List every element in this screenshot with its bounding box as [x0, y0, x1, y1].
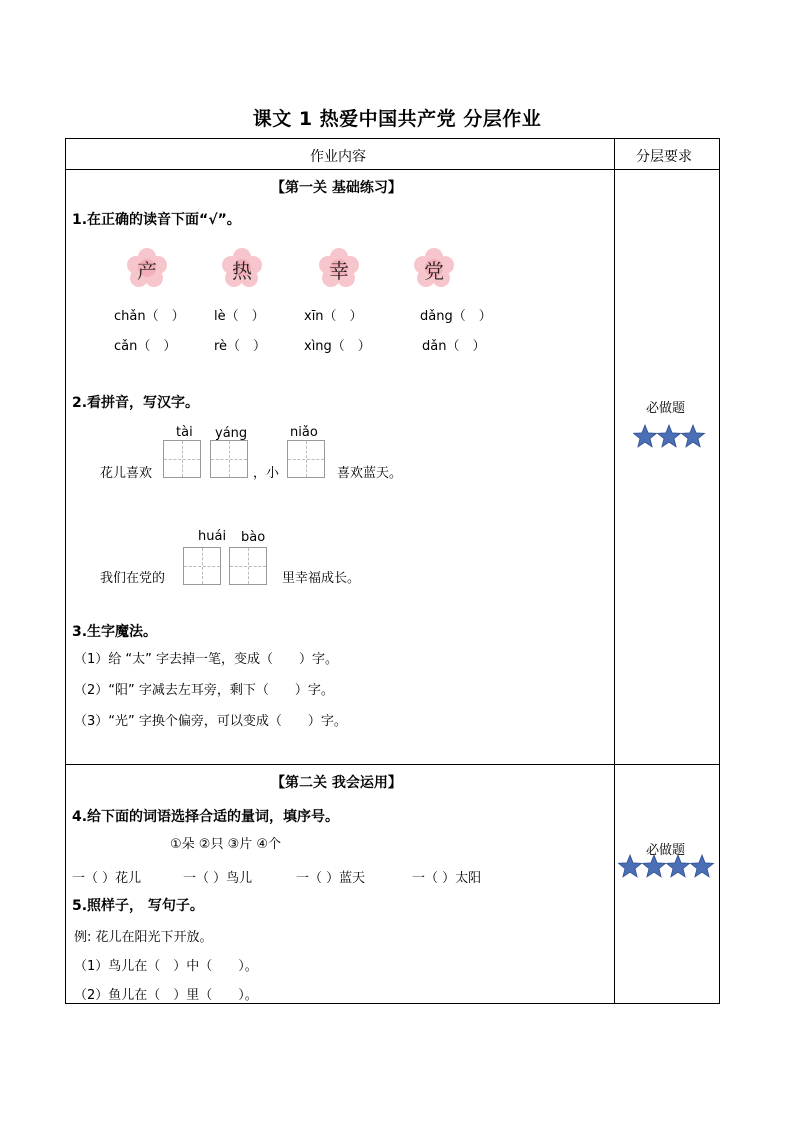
pinyin-label: tài [176, 425, 193, 440]
table-border-right [719, 138, 720, 1004]
header-level: 分层要求 [636, 149, 692, 165]
pinyin-option[interactable]: dǎn（ ） [422, 339, 486, 354]
q2-prompt: 2.看拼音，写汉字。 [72, 395, 200, 411]
q4-prompt: 4.给下面的词语选择合适的量词，填序号。 [72, 809, 340, 825]
pinyin-option[interactable]: cǎn（ ） [114, 339, 177, 354]
q3-prompt: 3.生字魔法。 [72, 624, 158, 640]
section2-title: 【第二关 我会运用】 [271, 775, 402, 791]
pinyin-label: yáng [215, 426, 248, 441]
q5-item: （1）鸟儿在（ ）中（ ）。 [74, 959, 258, 974]
column-divider [614, 138, 615, 1004]
q4-blank: 一（ ）蓝天 [296, 871, 366, 886]
pinyin-option[interactable]: chǎn（ ） [114, 309, 185, 324]
pinyin-label: bào [241, 530, 266, 545]
q5-example: 例: 花儿在阳光下开放。 [74, 930, 213, 945]
flower-char-4: 党 [414, 248, 454, 288]
star-icon [691, 855, 714, 877]
q4-options: ①朵 ②只 ③片 ④个 [170, 837, 282, 852]
q3-item: （2）“阳” 字减去左耳旁，剩下（ ）字。 [74, 683, 334, 698]
pinyin-label: huái [198, 529, 227, 544]
star-rating-4 [618, 854, 716, 880]
pinyin-option[interactable]: xìng（ ） [304, 339, 371, 354]
header-divider [65, 169, 720, 170]
star-icon [643, 855, 666, 877]
pinyin-label: niǎo [290, 425, 318, 440]
star-icon [667, 855, 690, 877]
flower-char-2: 热 [222, 248, 262, 288]
pinyin-option[interactable]: xīn（ ） [304, 309, 363, 324]
q4-blank: 一（ ）太阳 [412, 871, 482, 886]
star-icon [658, 425, 681, 447]
sentence-text: 我们在党的 [100, 571, 166, 586]
flower-char-1: 产 [127, 248, 167, 288]
flower-char-3: 幸 [319, 248, 359, 288]
pinyin-option[interactable]: rè（ ） [214, 339, 267, 354]
q3-item: （1）给 “太” 字去掉一笔，变成（ ）字。 [74, 652, 339, 667]
table-border-top [65, 138, 720, 139]
level-label: 必做题 [646, 843, 686, 858]
section1-title: 【第一关 基础练习】 [271, 180, 402, 196]
q1-prompt: 1.在正确的读音下面“√”。 [72, 212, 241, 228]
sentence-text: 花儿喜欢 [100, 466, 153, 481]
star-icon [634, 425, 657, 447]
q5-prompt: 5.照样子， 写句子。 [72, 898, 204, 914]
pinyin-option[interactable]: dǎng（ ） [420, 309, 492, 324]
star-rating-3 [633, 424, 707, 450]
q5-item: （2）鱼儿在（ ）里（ ）。 [74, 988, 258, 1003]
pinyin-option[interactable]: lè（ ） [214, 309, 265, 324]
header-content: 作业内容 [310, 149, 366, 165]
sentence-text: ，小 [253, 466, 280, 481]
section-divider [65, 764, 720, 765]
sentence-text: 喜欢蓝天。 [337, 466, 403, 481]
writing-grid[interactable] [229, 547, 267, 585]
q4-blank: 一（ ）花儿 [72, 871, 142, 886]
table-border-left [65, 138, 66, 1004]
writing-grid[interactable] [183, 547, 221, 585]
q4-blank: 一（ ）鸟儿 [183, 871, 253, 886]
writing-grid[interactable] [210, 440, 248, 478]
writing-grid[interactable] [287, 440, 325, 478]
table-border-bottom [65, 1003, 720, 1004]
star-icon [682, 425, 705, 447]
q3-item: （3）“光” 字换个偏旁，可以变成（ ）字。 [74, 714, 347, 729]
sentence-text: 里幸福成长。 [282, 571, 361, 586]
page-title: 课文 1 热爱中国共产党 分层作业 [252, 108, 542, 130]
writing-grid[interactable] [163, 440, 201, 478]
star-icon [619, 855, 642, 877]
level-label: 必做题 [646, 401, 686, 416]
